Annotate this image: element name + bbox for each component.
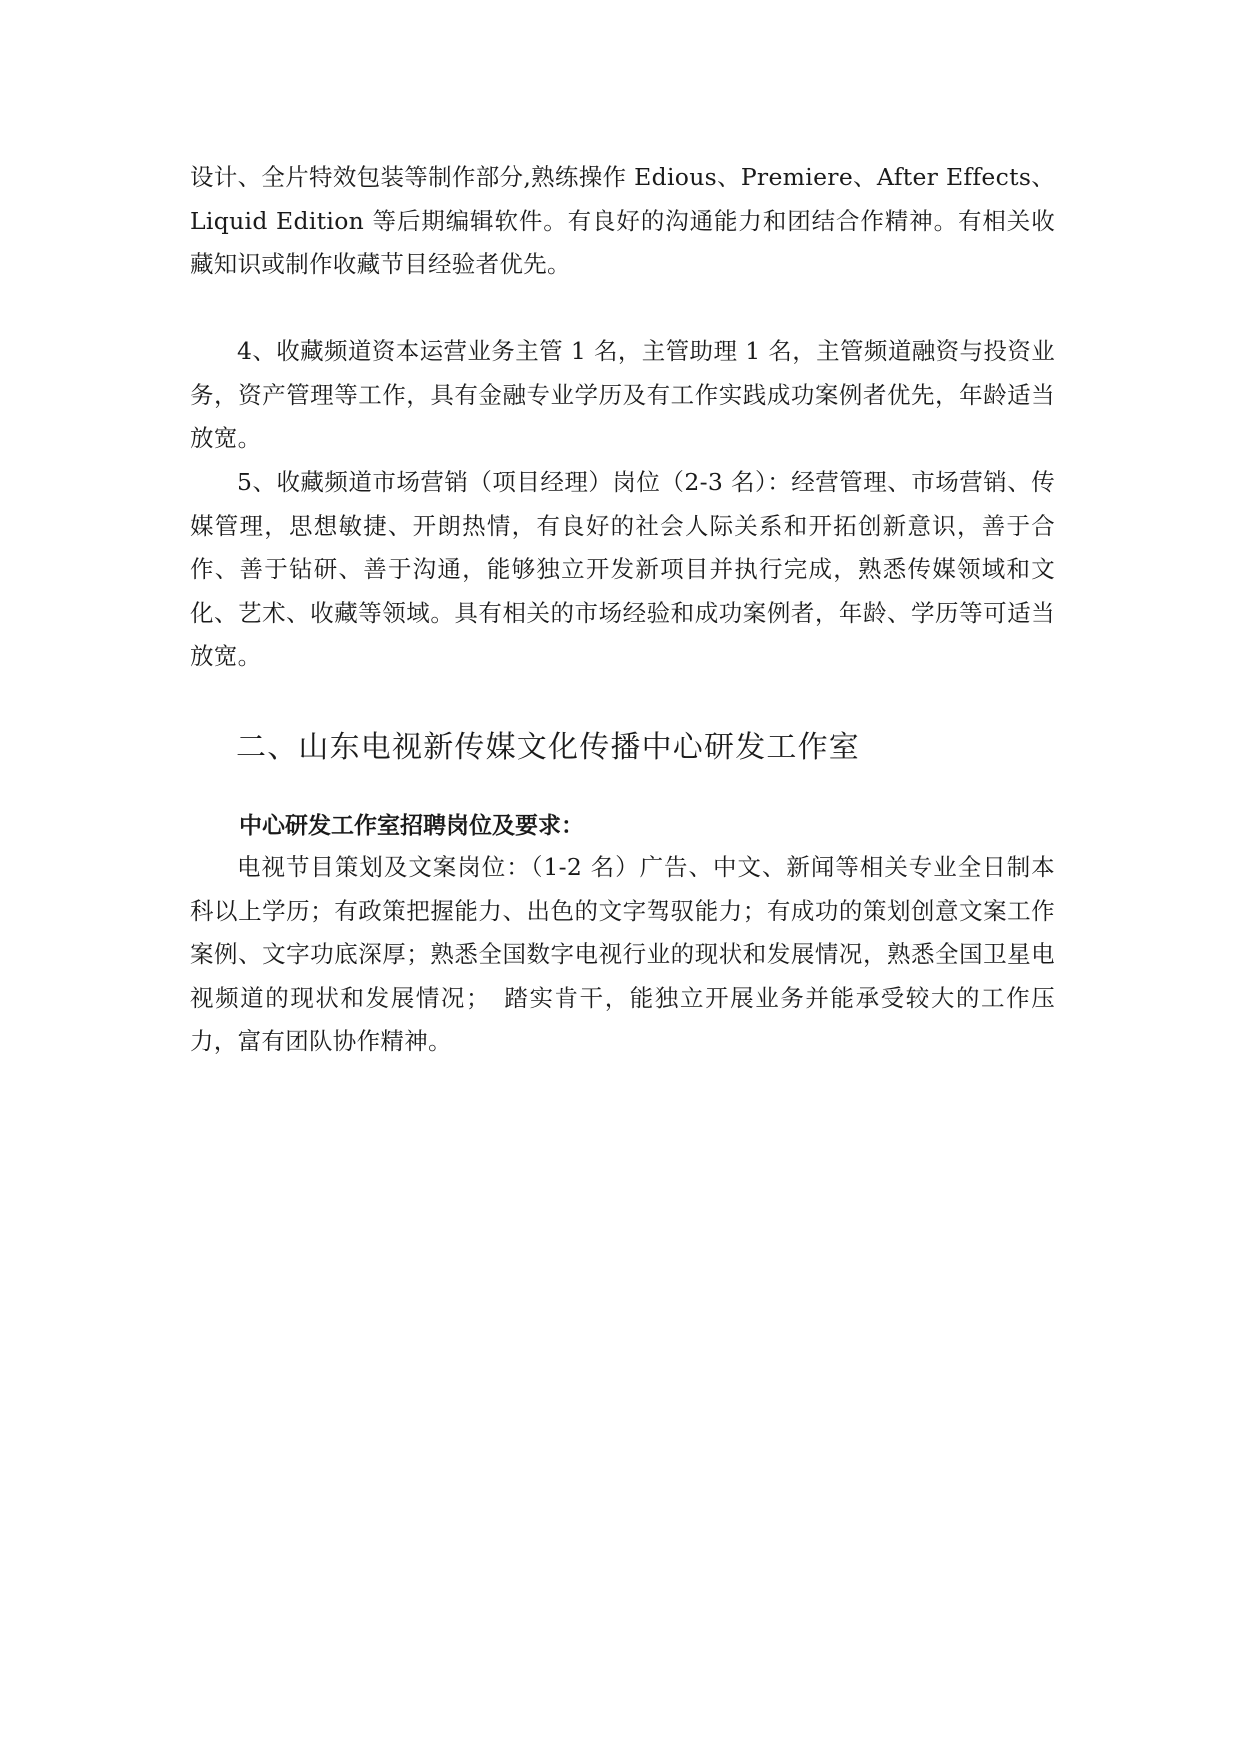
section-heading: 二、山东电视新传媒文化传播中心研发工作室 (236, 730, 860, 765)
list-item-4: 4、收藏频道资本运营业务主管 1 名，主管助理 1 名，主管频道融资与投资业务，资产管理等工作，具有金融专业学历及有工作实践成功案例者优先，年龄适当放宽。 (190, 337, 1055, 452)
list-item-5: 5、收藏频道市场营销（项目经理）岗位（2-3 名）：经营管理、市场营销、传媒管理，思想敏捷、开朗热情，有良好的社会人际关系和开拓创新意识，善于合作、善于钻研、善于沟通，能够独立开发新项目并执行完成，熟悉传媒领域和文化、艺术、收藏等领域。具有相关的市场经验和成功案例者，年龄、学历等可适当放宽。 (190, 468, 1055, 670)
section-body-paragraph: 电视节目策划及文案岗位：（1-2 名）广告、中文、新闻等相关专业全日制本科以上学历；有政策把握能力、出色的文字驾驭能力；有成功的策划创意文案工作案例、文字功底深厚；熟悉全国数字电视行业的现状和发展情况，熟悉全国卫星电视频道的现状和发展情况； 踏实肯干，能独立开展业务并能承受较大的工作压力，富有团队协作精神。 (190, 853, 1055, 1055)
section-subheading: 中心研发工作室招聘岗位及要求： (239, 813, 584, 839)
paragraph-continued: 设计、全片特效包装等制作部分,熟练操作 Edious、Premiere、After Effects、Liquid Edition 等后期编辑软件。有良好的沟通能力和团结合作精神。有相关收藏知识或制作收藏节目经验者优先。 (190, 163, 1055, 278)
